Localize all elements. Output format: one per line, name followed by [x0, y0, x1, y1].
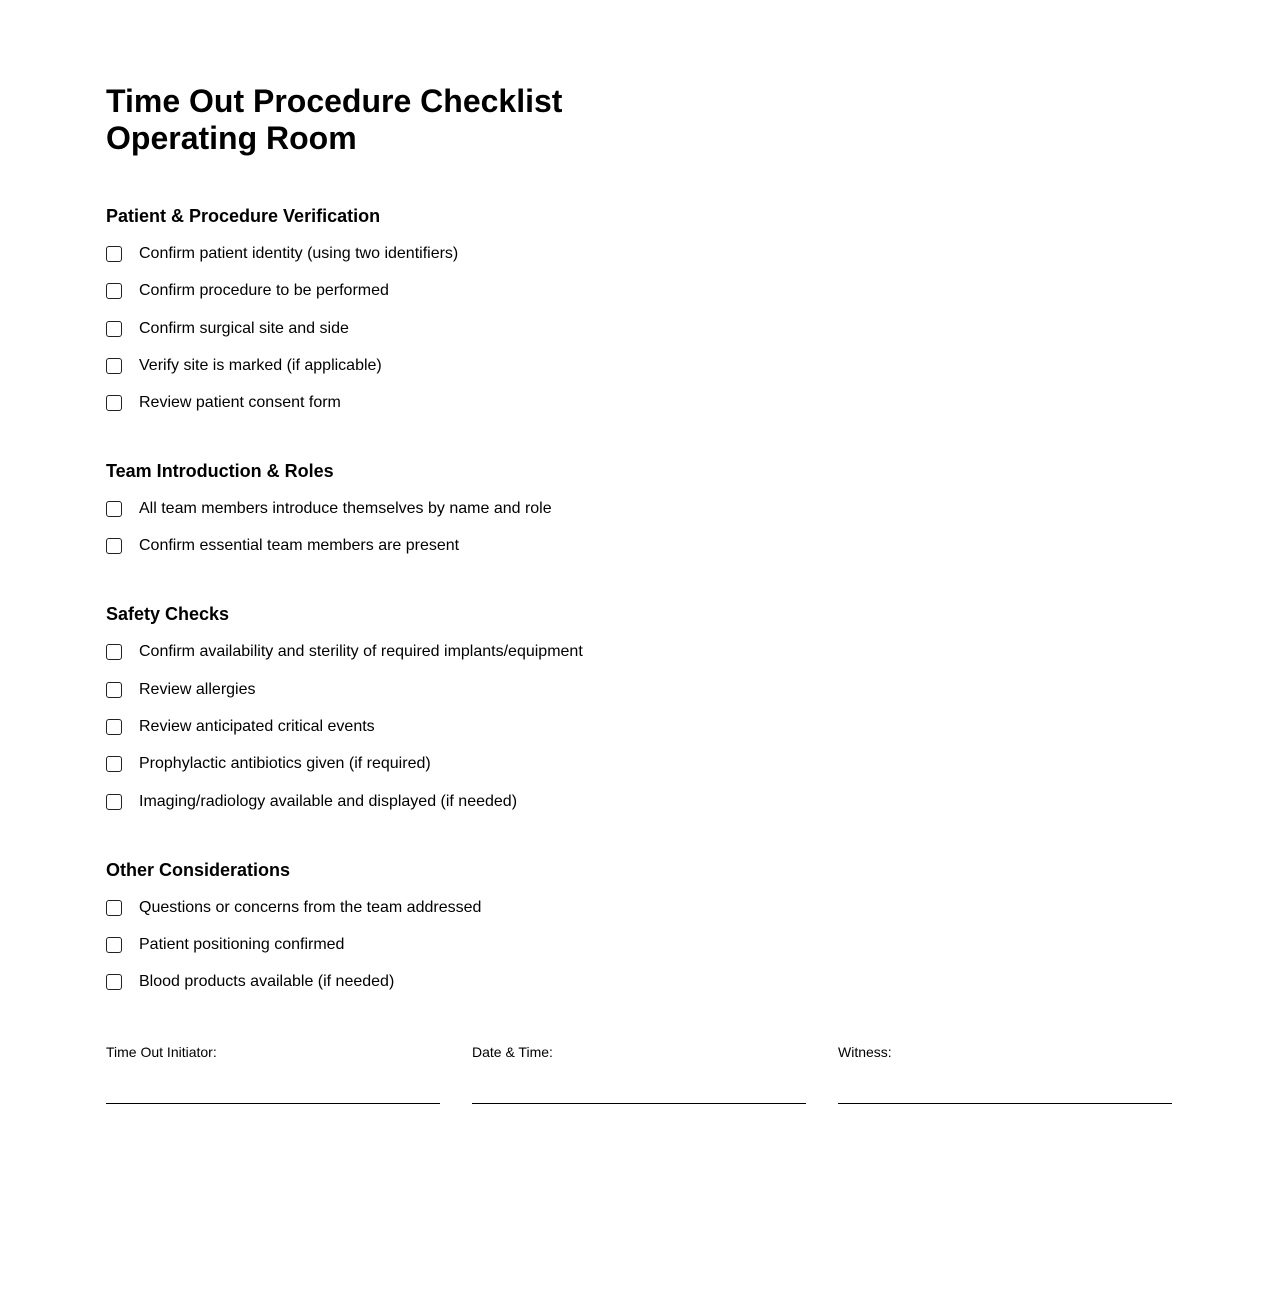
checkbox[interactable]	[106, 538, 122, 554]
checklist-item-label: All team members introduce themselves by name and role	[139, 500, 552, 518]
checklist	[106, 244, 1172, 413]
checklist-item[interactable]	[106, 499, 1172, 519]
title-line-1: Time Out Procedure Checklist	[106, 83, 563, 119]
checklist-item-label: Confirm patient identity (using two identifiers)	[139, 245, 459, 262]
checkbox[interactable]	[106, 321, 122, 337]
signature-line[interactable]	[472, 1103, 806, 1104]
signature-line[interactable]	[106, 1103, 440, 1104]
checklist-item[interactable]	[106, 680, 1172, 700]
section-patient-procedure-verification	[106, 205, 1172, 413]
signature-line[interactable]	[838, 1103, 1172, 1104]
checklist-item[interactable]	[106, 281, 1172, 301]
checkbox[interactable]	[106, 756, 122, 772]
checkbox[interactable]	[106, 900, 122, 916]
checklist-item-label: Confirm availability and sterility of required implants/equipment	[139, 643, 583, 661]
checklist-item-label: Confirm procedure to be performed	[139, 282, 389, 300]
checklist-item[interactable]	[106, 244, 1172, 264]
checklist-item-label: Review anticipated critical events	[139, 718, 375, 736]
checkbox[interactable]	[106, 682, 122, 698]
checkbox[interactable]	[106, 719, 122, 735]
checkbox[interactable]	[106, 358, 122, 374]
checklist-item[interactable]	[106, 935, 1172, 955]
checklist	[106, 898, 1172, 993]
checklist-item-label: Patient positioning confirmed	[139, 935, 345, 953]
section-heading: Patient & Procedure Verification	[106, 206, 381, 226]
checklist	[106, 499, 1172, 556]
checkbox[interactable]	[106, 794, 122, 810]
signature-label: Witness:	[838, 1044, 892, 1060]
signature-field-initiator[interactable]	[106, 1043, 440, 1104]
signature-field-witness[interactable]	[838, 1043, 1172, 1104]
checklist-item[interactable]	[106, 356, 1172, 376]
section-heading: Other Considerations	[106, 859, 291, 880]
checklist-item-label: Questions or concerns from the team addressed	[139, 898, 482, 916]
page-title	[106, 83, 1172, 157]
checklist-item-label: Prophylactic antibiotics given (if required)	[139, 755, 431, 773]
checklist-item-label: Review patient consent form	[139, 394, 341, 412]
checkbox[interactable]	[106, 974, 122, 990]
checklist-item[interactable]	[106, 898, 1172, 918]
section-heading: Team Introduction & Roles	[106, 461, 334, 482]
checklist-document	[106, 83, 1172, 992]
signature-row	[106, 1043, 1172, 1104]
checkbox[interactable]	[106, 937, 122, 953]
section-heading: Safety Checks	[106, 604, 230, 625]
title-line-2: Operating Room	[106, 120, 357, 156]
checklist-item[interactable]	[106, 754, 1172, 774]
section-safety-checks	[106, 603, 1172, 811]
checklist	[106, 642, 1172, 811]
checklist-item-label: Imaging/radiology available and displayed (if needed)	[139, 792, 518, 810]
signature-label: Time Out Initiator:	[106, 1044, 217, 1060]
checklist-item-label: Confirm essential team members are present	[139, 537, 460, 555]
section-other-considerations	[106, 859, 1172, 993]
checkbox[interactable]	[106, 283, 122, 299]
signature-label: Date & Time:	[472, 1044, 553, 1060]
checklist-item[interactable]	[106, 536, 1172, 556]
checkbox[interactable]	[106, 501, 122, 517]
checklist-item[interactable]	[106, 319, 1172, 339]
checklist-item[interactable]	[106, 393, 1172, 413]
checklist-item[interactable]	[106, 792, 1172, 812]
checkbox[interactable]	[106, 644, 122, 660]
section-team-introduction-roles	[106, 460, 1172, 556]
checklist-item[interactable]	[106, 972, 1172, 992]
checklist-item-label: Blood products available (if needed)	[139, 973, 395, 991]
checkbox[interactable]	[106, 395, 122, 411]
checklist-item-label: Confirm surgical site and side	[139, 319, 349, 337]
checkbox[interactable]	[106, 246, 122, 262]
checklist-item[interactable]	[106, 717, 1172, 737]
checklist-item-label: Verify site is marked (if applicable)	[139, 356, 382, 374]
signature-field-date-time[interactable]	[472, 1043, 806, 1104]
checklist-item[interactable]	[106, 642, 1172, 662]
checklist-item-label: Review allergies	[139, 680, 256, 698]
